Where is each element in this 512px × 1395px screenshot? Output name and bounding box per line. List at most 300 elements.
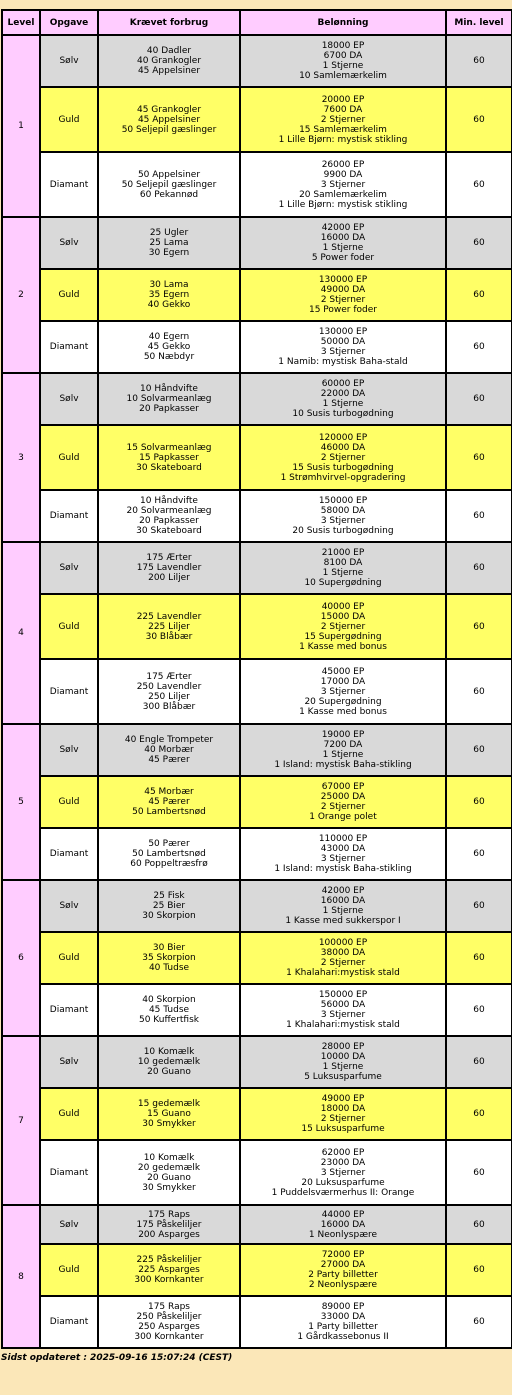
reward-item: 1 Puddelsværmerhus II: Orange bbox=[271, 1187, 415, 1198]
reward-item: 1 Gårdkassebonus II bbox=[297, 1332, 389, 1342]
reward-item: 17000 DA bbox=[320, 676, 366, 687]
required-item: 50 Seljepil gæslinger bbox=[121, 179, 217, 190]
required-item: 40 Egern bbox=[148, 332, 190, 342]
required-item: 35 Egern bbox=[148, 290, 190, 300]
required-item: 300 Kornkanter bbox=[134, 1332, 204, 1342]
task-type-cell: Diamant bbox=[40, 828, 98, 880]
reward-cell bbox=[240, 35, 446, 87]
reward-item: 44000 EP bbox=[321, 1209, 365, 1220]
reward-item: 2 Stjerner bbox=[320, 958, 366, 968]
required-cell bbox=[98, 932, 240, 984]
reward-item: 9900 DA bbox=[323, 169, 363, 180]
required-item: 300 Blåbær bbox=[142, 701, 196, 712]
reward-item: 15 Luksusparfume bbox=[301, 1124, 385, 1134]
reward-item: 72000 EP bbox=[321, 1250, 365, 1260]
required-item: 45 Grankogler bbox=[136, 104, 202, 115]
required-item: 60 Pekannød bbox=[139, 189, 199, 200]
required-item: 50 Lambertsnød bbox=[132, 807, 206, 817]
reward-item: 1 Party billetter bbox=[308, 1322, 378, 1332]
reward-item: 1 Khalahari:mystisk stald bbox=[286, 968, 400, 978]
required-item: 225 Påskeliljer bbox=[136, 1255, 202, 1265]
reward-item: 1 Kasse med sukkerspor I bbox=[285, 916, 401, 926]
task-type-cell: Diamant bbox=[40, 1140, 98, 1205]
reward-item: 38000 DA bbox=[320, 948, 366, 958]
reward-cell bbox=[240, 425, 446, 490]
required-cell bbox=[98, 1296, 240, 1348]
required-item: 60 Poppeltræsfrø bbox=[130, 859, 208, 869]
reward-item: 2 Stjerner bbox=[320, 621, 366, 632]
reward-item: 16000 DA bbox=[320, 233, 366, 243]
min-level-cell: 60 bbox=[446, 542, 512, 594]
required-item: 10 Komælk bbox=[143, 1047, 195, 1057]
quest-table bbox=[1, 9, 512, 1349]
reward-item: 46000 DA bbox=[320, 442, 366, 453]
reward-item: 16000 DA bbox=[320, 896, 366, 906]
required-item: 175 Raps bbox=[147, 1209, 190, 1220]
required-item: 200 Asparges bbox=[138, 1229, 200, 1240]
required-cell bbox=[98, 425, 240, 490]
reward-item: 1 Neonlyspære bbox=[308, 1229, 378, 1240]
reward-cell bbox=[240, 1296, 446, 1348]
min-level-cell: 60 bbox=[446, 724, 512, 776]
task-type-cell: Diamant bbox=[40, 321, 98, 373]
reward-item: 26000 EP bbox=[321, 159, 365, 170]
min-level-cell: 60 bbox=[446, 1296, 512, 1348]
task-type-cell: Sølv bbox=[40, 542, 98, 594]
reward-cell bbox=[240, 1036, 446, 1088]
reward-item: 15 Susis turbogødning bbox=[292, 462, 394, 473]
required-item: 30 Lama bbox=[149, 280, 189, 290]
reward-item: 2 Neonlyspære bbox=[308, 1280, 378, 1290]
task-type-cell: Diamant bbox=[40, 490, 98, 542]
required-cell bbox=[98, 321, 240, 373]
required-item: 250 Påskeliljer bbox=[136, 1312, 202, 1322]
min-level-cell: 60 bbox=[446, 594, 512, 659]
required-cell bbox=[98, 776, 240, 828]
required-item: 200 Liljer bbox=[148, 573, 190, 583]
required-item: 40 Engle Trompeter bbox=[124, 735, 214, 745]
reward-item: 7200 DA bbox=[323, 740, 363, 750]
reward-item: 2 Stjerner bbox=[320, 295, 366, 305]
required-item: 250 Liljer bbox=[148, 691, 190, 702]
task-type-cell: Diamant bbox=[40, 1296, 98, 1348]
required-item: 175 Lavendler bbox=[136, 563, 202, 573]
required-cell bbox=[98, 1244, 240, 1296]
last-updated: Sidst opdateret : 2025-09-16 15:07:24 (CEST) bbox=[1, 1353, 233, 1363]
table-row bbox=[2, 373, 512, 425]
min-level-cell: 60 bbox=[446, 425, 512, 490]
required-item: 20 Guano bbox=[147, 1172, 191, 1183]
required-item: 225 Liljer bbox=[148, 621, 190, 632]
reward-item: 1 Lille Bjørn: mystisk stikling bbox=[278, 134, 408, 145]
required-cell bbox=[98, 35, 240, 87]
table-row bbox=[2, 594, 512, 659]
reward-cell bbox=[240, 984, 446, 1036]
reward-item: 50000 DA bbox=[320, 337, 366, 347]
required-item: 10 gedemælk bbox=[137, 1057, 201, 1067]
required-item: 225 Asparges bbox=[138, 1265, 200, 1275]
required-cell bbox=[98, 984, 240, 1036]
required-item: 30 Smykker bbox=[142, 1119, 196, 1129]
reward-item: 1 Kasse med bonus bbox=[299, 641, 387, 652]
reward-item: 3 Stjerner bbox=[320, 179, 366, 190]
required-item: 20 Papkasser bbox=[139, 404, 199, 414]
reward-cell bbox=[240, 321, 446, 373]
min-level-cell: 60 bbox=[446, 373, 512, 425]
reward-cell bbox=[240, 87, 446, 152]
required-item: 50 Seljepil gæslinger bbox=[121, 124, 217, 135]
required-cell bbox=[98, 269, 240, 321]
reward-item: 62000 EP bbox=[321, 1147, 365, 1158]
required-cell bbox=[98, 1205, 240, 1244]
required-item: 25 Fisk bbox=[153, 891, 185, 901]
reward-item: 1 Stjerne bbox=[322, 61, 364, 71]
required-item: 10 Solvarmeanlæg bbox=[126, 394, 212, 404]
table-row bbox=[2, 269, 512, 321]
reward-item: 21000 EP bbox=[321, 548, 365, 558]
reward-cell bbox=[240, 1140, 446, 1205]
table-row bbox=[2, 932, 512, 984]
table-row bbox=[2, 1036, 512, 1088]
min-level-cell: 60 bbox=[446, 776, 512, 828]
reward-cell bbox=[240, 1244, 446, 1296]
task-type-cell: Diamant bbox=[40, 984, 98, 1036]
reward-item: 27000 DA bbox=[320, 1260, 366, 1270]
required-item: 30 Skorpion bbox=[142, 911, 196, 921]
reward-cell bbox=[240, 724, 446, 776]
required-item: 40 Gekko bbox=[147, 300, 191, 310]
reward-item: 3 Stjerner bbox=[320, 1167, 366, 1178]
reward-item: 130000 EP bbox=[318, 327, 368, 337]
reward-item: 1 Khalahari:mystisk stald bbox=[286, 1020, 400, 1030]
reward-item: 89000 EP bbox=[321, 1302, 365, 1312]
reward-item: 3 Stjerner bbox=[320, 686, 366, 697]
reward-item: 15 Power foder bbox=[308, 305, 377, 315]
reward-item: 5 Luksusparfume bbox=[304, 1072, 382, 1082]
required-item: 15 Guano bbox=[147, 1109, 191, 1119]
required-item: 45 Appelsiner bbox=[137, 66, 201, 76]
reward-item: 8100 DA bbox=[323, 558, 363, 568]
reward-item: 49000 DA bbox=[320, 285, 366, 295]
reward-item: 130000 EP bbox=[318, 275, 368, 285]
reward-item: 3 Stjerner bbox=[320, 854, 366, 864]
header-row bbox=[2, 10, 512, 35]
required-item: 25 Ugler bbox=[149, 228, 189, 238]
required-cell bbox=[98, 542, 240, 594]
min-level-cell: 60 bbox=[446, 87, 512, 152]
reward-item: 10 Samlemærkelim bbox=[299, 71, 387, 81]
reward-item: 5 Power foder bbox=[311, 253, 375, 263]
required-item: 15 Papkasser bbox=[139, 452, 199, 463]
reward-item: 20 Susis turbogødning bbox=[292, 526, 394, 536]
reward-item: 10 Supergødning bbox=[304, 578, 382, 588]
required-cell bbox=[98, 1140, 240, 1205]
reward-item: 2 Stjerner bbox=[320, 452, 366, 463]
reward-item: 2 Party billetter bbox=[308, 1270, 378, 1280]
required-item: 20 Papkasser bbox=[139, 516, 199, 526]
table-row bbox=[2, 35, 512, 87]
required-cell bbox=[98, 87, 240, 152]
reward-item: 20 Luksusparfume bbox=[301, 1177, 385, 1188]
required-cell bbox=[98, 880, 240, 932]
reward-item: 43000 DA bbox=[320, 844, 366, 854]
task-type-cell: Sølv bbox=[40, 724, 98, 776]
task-type-cell: Guld bbox=[40, 594, 98, 659]
table-body bbox=[2, 35, 512, 1348]
table-row bbox=[2, 1140, 512, 1205]
reward-item: 1 Kasse med bonus bbox=[299, 706, 387, 717]
reward-item: 18000 EP bbox=[321, 41, 365, 51]
reward-item: 15000 DA bbox=[320, 611, 366, 622]
reward-item: 40000 EP bbox=[321, 601, 365, 612]
task-type-cell: Sølv bbox=[40, 35, 98, 87]
table-row bbox=[2, 542, 512, 594]
required-cell bbox=[98, 659, 240, 724]
reward-item: 3 Stjerner bbox=[320, 1010, 366, 1020]
reward-cell bbox=[240, 1205, 446, 1244]
reward-item: 110000 EP bbox=[318, 834, 368, 844]
reward-item: 150000 EP bbox=[318, 496, 368, 506]
reward-item: 10000 DA bbox=[320, 1052, 366, 1062]
reward-item: 7600 DA bbox=[323, 104, 363, 115]
required-item: 30 Bier bbox=[152, 943, 186, 953]
required-item: 45 Gekko bbox=[147, 342, 191, 352]
reward-item: 2 Stjerner bbox=[320, 802, 366, 812]
task-type-cell: Guld bbox=[40, 87, 98, 152]
reward-item: 2 Stjerner bbox=[320, 114, 366, 125]
reward-cell bbox=[240, 490, 446, 542]
required-item: 30 Skateboard bbox=[136, 462, 202, 473]
required-item: 45 Morbær bbox=[144, 787, 194, 797]
reward-item: 100000 EP bbox=[318, 938, 368, 948]
table-row bbox=[2, 490, 512, 542]
required-item: 25 Lama bbox=[149, 238, 189, 248]
table-row bbox=[2, 1296, 512, 1348]
level-cell: 6 bbox=[2, 880, 40, 1036]
table-row bbox=[2, 828, 512, 880]
reward-item: 1 Stjerne bbox=[322, 243, 364, 253]
table-row bbox=[2, 1205, 512, 1244]
min-level-cell: 60 bbox=[446, 217, 512, 269]
required-item: 30 Skateboard bbox=[136, 526, 202, 536]
required-item: 300 Kornkanter bbox=[134, 1275, 204, 1285]
reward-cell bbox=[240, 659, 446, 724]
reward-item: 20 Supergødning bbox=[304, 696, 382, 707]
min-level-cell: 60 bbox=[446, 152, 512, 217]
reward-item: 1 Stjerne bbox=[322, 568, 364, 578]
reward-cell bbox=[240, 152, 446, 217]
reward-item: 18000 DA bbox=[320, 1104, 366, 1114]
required-item: 50 Kuffertfisk bbox=[138, 1015, 199, 1025]
reward-item: 16000 DA bbox=[320, 1219, 366, 1230]
task-type-cell: Guld bbox=[40, 269, 98, 321]
required-item: 25 Bier bbox=[152, 901, 186, 911]
level-cell: 8 bbox=[2, 1205, 40, 1348]
table-row bbox=[2, 425, 512, 490]
task-type-cell: Sølv bbox=[40, 1205, 98, 1244]
required-cell bbox=[98, 1036, 240, 1088]
required-item: 175 Raps bbox=[147, 1302, 190, 1312]
reward-item: 1 Namib: mystisk Baha-stald bbox=[278, 357, 408, 367]
task-type-cell: Guld bbox=[40, 1088, 98, 1140]
reward-cell bbox=[240, 880, 446, 932]
min-level-cell: 60 bbox=[446, 490, 512, 542]
level-cell: 4 bbox=[2, 542, 40, 724]
required-item: 175 Påskeliljer bbox=[136, 1219, 202, 1230]
required-item: 10 Komælk bbox=[143, 1152, 195, 1163]
reward-item: 42000 EP bbox=[321, 886, 365, 896]
required-item: 45 Tudse bbox=[148, 1005, 190, 1015]
reward-item: 150000 EP bbox=[318, 990, 368, 1000]
reward-item: 33000 DA bbox=[320, 1312, 366, 1322]
min-level-cell: 60 bbox=[446, 659, 512, 724]
required-item: 175 Ærter bbox=[146, 553, 192, 563]
reward-item: 1 Island: mystisk Baha-stikling bbox=[274, 760, 412, 770]
required-item: 50 Lambertsnød bbox=[132, 849, 206, 859]
reward-item: 3 Stjerner bbox=[320, 347, 366, 357]
required-item: 50 Appelsiner bbox=[137, 169, 201, 180]
reward-item: 19000 EP bbox=[321, 730, 365, 740]
reward-item: 56000 DA bbox=[320, 1000, 366, 1010]
reward-cell bbox=[240, 828, 446, 880]
task-type-cell: Sølv bbox=[40, 1036, 98, 1088]
required-item: 20 Solvarmeanlæg bbox=[126, 506, 212, 516]
reward-cell bbox=[240, 932, 446, 984]
required-item: 30 Egern bbox=[148, 248, 190, 258]
required-item: 35 Skorpion bbox=[142, 953, 196, 963]
required-item: 10 Håndvifte bbox=[140, 496, 198, 506]
reward-item: 20 Samlemærkelim bbox=[299, 189, 387, 200]
table-row bbox=[2, 321, 512, 373]
header-required: Krævet forbrug bbox=[98, 10, 240, 35]
table-row bbox=[2, 1244, 512, 1296]
task-type-cell: Guld bbox=[40, 425, 98, 490]
task-type-cell: Guld bbox=[40, 776, 98, 828]
level-cell: 5 bbox=[2, 724, 40, 880]
reward-item: 45000 EP bbox=[321, 666, 365, 677]
reward-cell bbox=[240, 542, 446, 594]
required-item: 20 Guano bbox=[147, 1067, 191, 1077]
reward-item: 1 Stjerne bbox=[322, 1062, 364, 1072]
min-level-cell: 60 bbox=[446, 35, 512, 87]
reward-item: 22000 DA bbox=[320, 389, 366, 399]
table-row bbox=[2, 724, 512, 776]
required-item: 250 Asparges bbox=[138, 1322, 200, 1332]
min-level-cell: 60 bbox=[446, 932, 512, 984]
reward-item: 6700 DA bbox=[323, 51, 363, 61]
task-type-cell: Sølv bbox=[40, 217, 98, 269]
task-type-cell: Diamant bbox=[40, 659, 98, 724]
task-type-cell: Sølv bbox=[40, 373, 98, 425]
reward-cell bbox=[240, 217, 446, 269]
header-task: Opgave bbox=[40, 10, 98, 35]
reward-item: 120000 EP bbox=[318, 432, 368, 443]
reward-cell bbox=[240, 776, 446, 828]
required-item: 40 Dadler bbox=[146, 46, 192, 56]
header-level: Level bbox=[2, 10, 40, 35]
reward-item: 60000 EP bbox=[321, 379, 365, 389]
required-item: 30 Blåbær bbox=[145, 631, 193, 642]
required-item: 20 gedemælk bbox=[137, 1162, 201, 1173]
reward-item: 2 Stjerner bbox=[320, 1114, 366, 1124]
task-type-cell: Guld bbox=[40, 1244, 98, 1296]
task-type-cell: Guld bbox=[40, 932, 98, 984]
reward-item: 1 Lille Bjørn: mystisk stikling bbox=[278, 199, 408, 210]
reward-item: 1 Orange polet bbox=[309, 812, 377, 822]
reward-cell bbox=[240, 594, 446, 659]
reward-item: 15 Samlemærkelim bbox=[299, 124, 387, 135]
required-cell bbox=[98, 373, 240, 425]
required-item: 45 Appelsiner bbox=[137, 114, 201, 125]
required-item: 10 Håndvifte bbox=[140, 384, 198, 394]
required-cell bbox=[98, 828, 240, 880]
table-row bbox=[2, 87, 512, 152]
reward-item: 67000 EP bbox=[321, 782, 365, 792]
table-row bbox=[2, 880, 512, 932]
required-cell bbox=[98, 490, 240, 542]
level-cell: 7 bbox=[2, 1036, 40, 1205]
required-item: 40 Tudse bbox=[148, 963, 190, 973]
task-type-cell: Diamant bbox=[40, 152, 98, 217]
required-cell bbox=[98, 152, 240, 217]
reward-item: 49000 EP bbox=[321, 1094, 365, 1104]
required-item: 225 Lavendler bbox=[136, 611, 202, 622]
reward-item: 25000 DA bbox=[320, 792, 366, 802]
task-type-cell: Sølv bbox=[40, 880, 98, 932]
min-level-cell: 60 bbox=[446, 1036, 512, 1088]
header-reward: Belønning bbox=[240, 10, 446, 35]
min-level-cell: 60 bbox=[446, 1205, 512, 1244]
required-item: 15 Solvarmeanlæg bbox=[126, 442, 212, 453]
reward-item: 28000 EP bbox=[321, 1042, 365, 1052]
required-item: 175 Ærter bbox=[146, 671, 192, 682]
min-level-cell: 60 bbox=[446, 1244, 512, 1296]
level-cell: 2 bbox=[2, 217, 40, 373]
min-level-cell: 60 bbox=[446, 269, 512, 321]
level-cell: 3 bbox=[2, 373, 40, 542]
reward-item: 3 Stjerner bbox=[320, 516, 366, 526]
reward-cell bbox=[240, 373, 446, 425]
header-min-level: Min. level bbox=[446, 10, 512, 35]
table-row bbox=[2, 659, 512, 724]
required-cell bbox=[98, 724, 240, 776]
reward-item: 42000 EP bbox=[321, 223, 365, 233]
min-level-cell: 60 bbox=[446, 1088, 512, 1140]
required-item: 40 Morbær bbox=[144, 745, 194, 755]
reward-item: 15 Supergødning bbox=[304, 631, 382, 642]
min-level-cell: 60 bbox=[446, 1140, 512, 1205]
required-cell bbox=[98, 1088, 240, 1140]
required-item: 45 Pærer bbox=[148, 797, 190, 807]
reward-item: 23000 DA bbox=[320, 1157, 366, 1168]
reward-item: 10 Susis turbogødning bbox=[292, 409, 394, 419]
reward-item: 20000 EP bbox=[321, 94, 365, 105]
min-level-cell: 60 bbox=[446, 828, 512, 880]
reward-item: 1 Strømhvirvel-opgradering bbox=[280, 472, 406, 483]
min-level-cell: 60 bbox=[446, 321, 512, 373]
reward-item: 1 Stjerne bbox=[322, 750, 364, 760]
table-row bbox=[2, 1088, 512, 1140]
required-item: 45 Pærer bbox=[148, 755, 190, 765]
table-row bbox=[2, 776, 512, 828]
reward-item: 1 Stjerne bbox=[322, 906, 364, 916]
required-item: 40 Grankogler bbox=[136, 56, 202, 66]
level-cell: 1 bbox=[2, 35, 40, 217]
required-item: 250 Lavendler bbox=[136, 681, 202, 692]
table-row bbox=[2, 152, 512, 217]
min-level-cell: 60 bbox=[446, 984, 512, 1036]
min-level-cell: 60 bbox=[446, 880, 512, 932]
